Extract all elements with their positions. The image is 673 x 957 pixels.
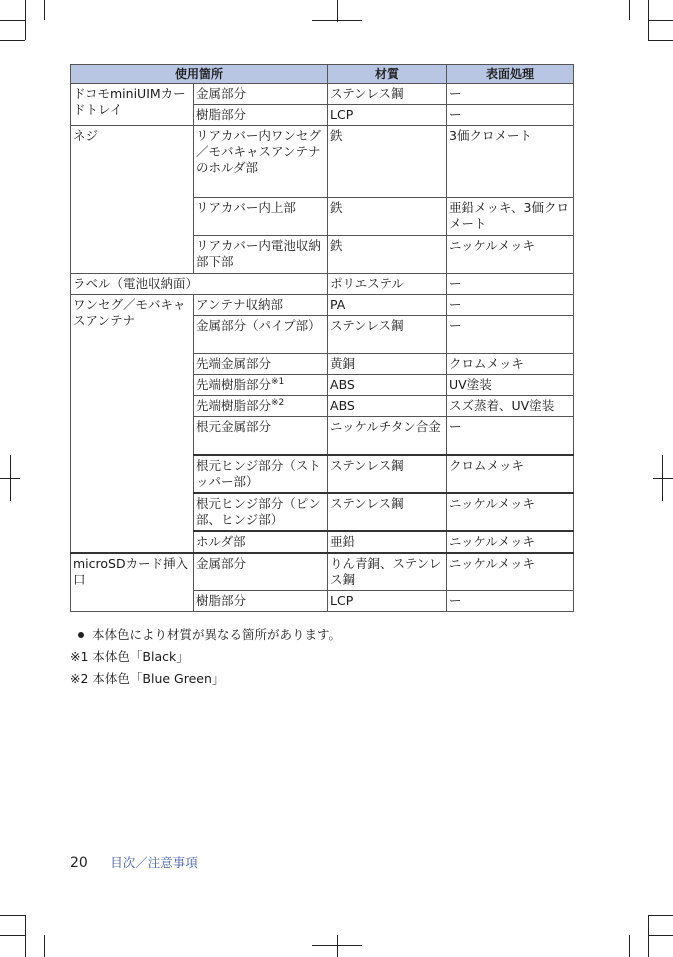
- crop-mark: [648, 915, 673, 916]
- table-cell: ABS: [328, 375, 447, 396]
- table-cell: microSDカード挿入口: [71, 553, 194, 612]
- table-cell: ステンレス鋼: [328, 455, 447, 493]
- table-cell: ニッケルチタン合金: [328, 417, 447, 455]
- table-cell: 3価クロメート: [447, 126, 574, 198]
- crop-mark: [44, 0, 45, 20]
- crop-mark: [648, 935, 673, 936]
- page-number: 20: [70, 855, 88, 871]
- crop-mark: [337, 935, 338, 957]
- table-cell: UV塗装: [447, 375, 574, 396]
- table-cell: ー: [447, 274, 574, 295]
- crop-mark: [44, 935, 45, 957]
- table-cell: 金属部分: [194, 553, 328, 591]
- table-cell: ネジ: [71, 126, 194, 274]
- crop-mark: [629, 935, 630, 957]
- table-cell: アンテナ収納部: [194, 295, 328, 316]
- crop-mark: [653, 478, 673, 479]
- note-text: 本体色により材質が異なる箇所があります。: [92, 627, 342, 642]
- table-row: [71, 274, 574, 295]
- table-cell: 根元金属部分: [194, 417, 328, 455]
- bullet-icon: [78, 632, 84, 638]
- table-cell: 樹脂部分: [194, 591, 328, 612]
- table-cell: [194, 396, 328, 417]
- crop-mark: [648, 40, 673, 41]
- table-cell: ー: [447, 295, 574, 316]
- table-cell: ニッケルメッキ: [447, 493, 574, 531]
- table-cell: PA: [328, 295, 447, 316]
- table-cell: 鉄: [328, 126, 447, 198]
- table-cell: ABS: [328, 396, 447, 417]
- crop-mark: [0, 915, 25, 916]
- table-cell: [194, 375, 328, 396]
- table-cell: クロムメッキ: [447, 354, 574, 375]
- table-cell: りん青銅、ステンレス鋼: [328, 553, 447, 591]
- table-cell: ー: [447, 591, 574, 612]
- table-cell: スズ蒸着、UV塗装: [447, 396, 574, 417]
- table-row: [71, 84, 574, 105]
- table-cell: 鉄: [328, 198, 447, 236]
- footnote-2: ※2 本体色「Blue Green」: [70, 671, 225, 686]
- cell-text: 先端樹脂部分: [196, 377, 272, 392]
- crop-mark: [25, 0, 26, 40]
- table-cell: ー: [447, 105, 574, 126]
- table-row: [71, 553, 574, 591]
- table-cell: 先端金属部分: [194, 354, 328, 375]
- crop-mark: [648, 915, 649, 957]
- header-material: 材質: [328, 65, 447, 84]
- table-cell: ニッケルメッキ: [447, 553, 574, 591]
- crop-mark: [629, 0, 630, 20]
- note-bullet: [70, 624, 341, 646]
- table-cell: クロムメッキ: [447, 455, 574, 493]
- table-row: [71, 295, 574, 316]
- crop-mark: [0, 935, 25, 936]
- table-cell: リアカバー内電池収納部下部: [194, 236, 328, 274]
- table-cell: 鉄: [328, 236, 447, 274]
- table-cell: 亜鉛メッキ、3価クロメート: [447, 198, 574, 236]
- table-cell: 金属部分（パイプ部）: [194, 316, 328, 354]
- table-cell: 黄銅: [328, 354, 447, 375]
- table-cell: ラベル（電池収納面）: [71, 274, 328, 295]
- notes: [70, 624, 341, 690]
- page-footer: [70, 853, 198, 871]
- table-cell: 亜鉛: [328, 531, 447, 553]
- crop-mark: [662, 455, 663, 501]
- table-cell: ニッケルメッキ: [447, 531, 574, 553]
- table-cell: LCP: [328, 591, 447, 612]
- crop-mark: [337, 0, 338, 22]
- table-cell: ホルダ部: [194, 531, 328, 553]
- table-cell: ステンレス鋼: [328, 316, 447, 354]
- table-cell: 根元ヒンジ部分（ピン部、ヒンジ部）: [194, 493, 328, 531]
- footnote-1: ※1 本体色「Black」: [70, 649, 189, 664]
- table-cell: ー: [447, 316, 574, 354]
- cell-text: 先端樹脂部分: [196, 398, 272, 413]
- table-cell: ワンセグ／モバキャスアンテナ: [71, 295, 194, 553]
- crop-mark: [0, 40, 25, 41]
- footnote-mark: ※1: [271, 377, 285, 387]
- table-header-row: [71, 65, 574, 84]
- crop-mark: [10, 455, 11, 501]
- header-surface: 表面処理: [447, 65, 574, 84]
- table-cell: 樹脂部分: [194, 105, 328, 126]
- footnote-mark: ※2: [271, 398, 285, 408]
- table-cell: ステンレス鋼: [328, 84, 447, 105]
- table-cell: ドコモminiUIMカードトレイ: [71, 84, 194, 126]
- crop-mark: [25, 915, 26, 957]
- table-cell: 金属部分: [194, 84, 328, 105]
- table-row: [71, 126, 574, 198]
- crop-mark: [0, 20, 25, 21]
- table-cell: ポリエステル: [328, 274, 447, 295]
- header-location: 使用箇所: [71, 65, 328, 84]
- table-cell: LCP: [328, 105, 447, 126]
- table-cell: リアカバー内ワンセグ／モバキャスアンテナのホルダ部: [194, 126, 328, 198]
- materials-table: [70, 64, 574, 612]
- table-cell: リアカバー内上部: [194, 198, 328, 236]
- table-cell: 根元ヒンジ部分（ストッパー部）: [194, 455, 328, 493]
- section-link[interactable]: 目次／注意事項: [110, 855, 198, 870]
- table-cell: ニッケルメッキ: [447, 236, 574, 274]
- crop-mark: [648, 20, 673, 21]
- table-cell: ステンレス鋼: [328, 493, 447, 531]
- table-cell: ー: [447, 417, 574, 455]
- table-cell: ー: [447, 84, 574, 105]
